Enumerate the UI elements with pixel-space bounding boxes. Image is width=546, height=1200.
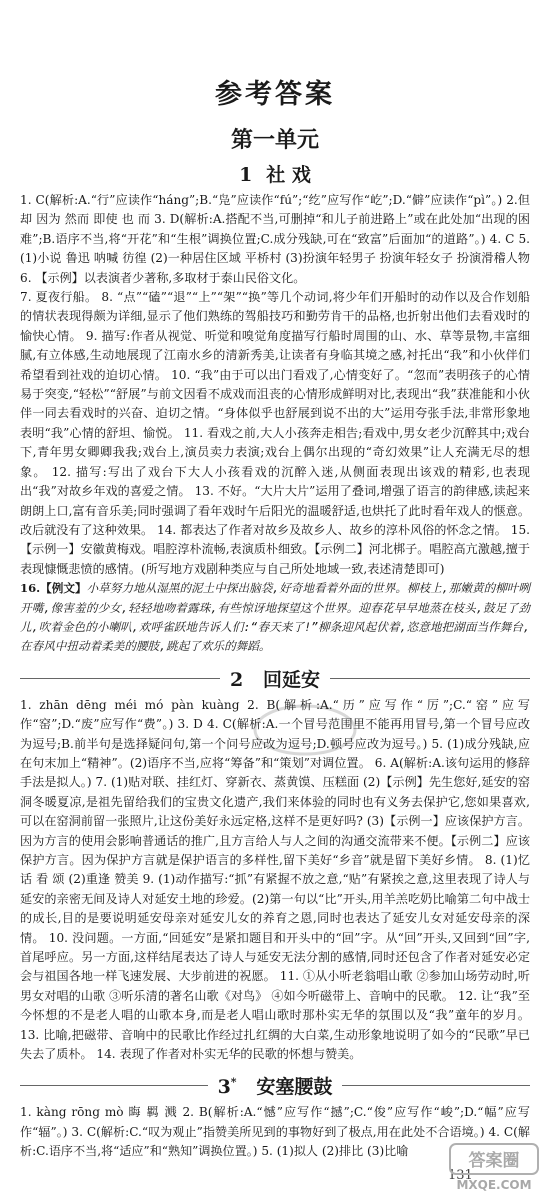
unit-title: 第一单元 [230, 127, 319, 153]
lesson-3-star: * [230, 1076, 237, 1090]
example-essay-tag: 16.【例文】 [20, 581, 87, 596]
lesson-2-number: 2 [229, 668, 244, 691]
lesson-2-heading [20, 665, 530, 692]
example-essay-16 [20, 579, 530, 657]
watermark-text: 答案圈 [468, 1151, 520, 1171]
page-number: 131 [448, 1168, 473, 1183]
lesson-2-answers: 1. zhān dēng méi mó pàn kuàng 2. B(解析:A.“历”应写作“厉”;C.“窑”应写作“窑”;D.“废”应写作“费”。) 3. D 4. C(解析:A.一个冒号范围里不能再用冒号,第一个冒号应改为逗号;B.前半句是选择疑问句,第一个问号应改为逗号;D.顿号应改为逗号。) 5. (1)成分残缺,应在句末加上“精神”。(2)语序不当,应将“筹备”和“策划”对调位置。 6. A(解析:A.该句运用的修辞手法是拟人。) 7. (1)贴对联、挂红灯、穿新衣、蒸黄馍、压糕面 (2)【示例】先生您好,延安的窑洞冬暖夏凉,是祖先留给我们的宝贵文化遗产,我们来体验的同时也有义务去保护它,您如果喜欢,可以在窑洞前留一张照片,让这份美好永远定格,这样不是更好吗? (3)【示例一】应该保护方言。因为方言的使用会影响普通话的推广,且方言给人与人之间的沟通交流带来不便。【示例二】应该保护方言。因为保护方言就是保护语言的多样性,留下美好“乡音”就是留下美好乡情。 8. (1)忆 话 看 颂 (2)重逢 赞美 9. (1)动作描写:“抓”有紧握不放之意,“贴”有紧挨之意,这里表现了诗人与延安的亲密无间及诗人对延安土地的珍爱。(2)第一句以“比”开头,用羊羔吃奶比喻第二句中战士的成长,目的是要说明延安母亲对延安儿女的养育之恩,同时也表达了延安儿女对延安母亲的深情。 10. 没问题。一方面,“回延安”是紧扣题目和开头中的“回”字。从“回”开头,又回到“回”字,首尾呼应。另一方面,这样结尾表达了诗人与延安无法分割的感情,同时还包含了作者对延安必定会与祖国各地一样飞速发展、大步前进的祝愿。 11. ①从小听老翁唱山歌 ②参加山场劳动时,听男女对唱的山歌 ③听乐清的著名山歌《对鸟》 ④如今听磁带上、音响中的民歌。 12. 让“我”至今怀想的不是老人唱的山歌本身,而是老人唱山歌时那朴实无华的氛围以及“我”童年的岁月。 13. 比喻,把磁带、音响中的民歌比作经过扎红绸的大白菜,生动形象地说明了如今的“民歌”早已失去了质朴。 14. 表现了作者对朴实无华的民歌的怀想与赞美。 [20, 697, 530, 1062]
faint-stamp-mark [250, 700, 360, 760]
example-essay-text: 小草努力地从湿黑的泥土中探出脑袋,好奇地看着外面的世界。柳枝上,那嫩黄的柳叶咧开嘴,像害羞的少女,轻轻地吻着露珠,有些惊讶地探望这个世界。迎春花早早地蒸在枝头,鼓足了劲儿,吹着金色的小喇叭,欢呼雀跃地告诉人们:“春天来了!”柳条迎风起伏着,恣意地把湖面当作舞台,在春风中扭动着柔美的腰肢,跳起了欢乐的舞蹈。 [20, 581, 530, 654]
lesson-1-number: 1 [239, 164, 253, 186]
lesson-1-answers-part2: 7. 夏夜行船。 8. “点”“磕”“退”“上”“架”“换”等几个动词,将少年们开船时的动作以及合作划船的情状表现得颇为详细,显示了他们熟练的驾船技巧和勤劳肯干的品格,也折射出他们去看戏时的愉快心情。 9. 描写:作者从视觉、听觉和嗅觉角度描写行船时周围的山、水、草等景物,丰富细腻,有立体感,生动地展现了江南水乡的清新秀美,让读者有身临其境之感,衬托出“我”和小伙伴们希望看到社戏的迫切心情。 10. “我”由于可以出门看戏了,心情变好了。“忽而”表明孩子的心情易于突变,“轻松”“舒展”与前文因看不成戏而沮丧的心情形成鲜明对比,表现出“我”获准能和小伙伴一同去看戏时的兴奋、迫切之情。“身体似乎也舒展到说不出的大”运用夸张手法,非常形象地表明“我”心情的舒坦、愉悦。 11. 看戏之前,大人小孩奔走相告;看戏中,男女老少沉醉其中;戏台下,青年男女卿卿我我;戏台上,演员卖力表演;戏台上偶尔出现的“奇幻效果”让人充满无尽的想象。 12. 描写:写出了戏台下大人小孩看戏的沉醉入迷,从侧面表现出该戏的精彩,也表现出“我”对故乡年戏的喜爱之情。 13. 不好。“大片大片”运用了叠词,增强了语言的韵律感,读起来朗朗上口,富有音乐美;同时强调了看年戏时午后阳光的温暖舒适,也烘托了此时看年戏人的惬意。改后就没有了这种效果。 14. 都表达了作者对故乡及故乡人、故乡的淳朴风俗的怀念之情。 15. 【示例一】安徽黄梅戏。唱腔淳朴流畅,表演质朴细致。【示例二】河北梆子。唱腔高亢激越,擅于表现慷慨悲愤的感情。(所写地方戏剧种类应与自己所处地域一致,表述清楚即可) [20, 290, 530, 576]
page-title: 参考答案 [215, 79, 335, 110]
lesson-3-number: 3 [217, 1076, 231, 1099]
lesson-3-heading [20, 1072, 530, 1099]
lesson-1-name: 社 戏 [266, 164, 311, 186]
lesson-2-name: 回延安 [263, 668, 321, 691]
lesson-3-name: 安塞腰鼓 [256, 1076, 333, 1099]
watermark-logo [448, 1142, 540, 1194]
lesson-1-heading [20, 160, 530, 187]
lesson-1-answers-part1: 1. C(解析:A.“行”应读作“háng”;B.“凫”应读作“fú”;“纥”应写作“屹”;D.“僻”应读作“pì”。) 2.但 却 因为 然而 即使 也 而 3. D(解析:A.搭配不当,可删掉“和儿子前进路上”或在此处加“出现的困难”;B.语序不当,将“开花”和“生根”调换位置;C.成分残缺,可在“致富”后面加“的道路”。) 4. C 5. (1)小说 鲁迅 呐喊 彷徨 (2)一种居住区域 平桥村 (3)扮演年轻男子 扮演年轻女子 扮演滑稽人物 6. 【示例】以表演者少著称,多取材于泰山民俗文化。 [20, 193, 530, 285]
lesson-3-answers: 1. kàng rōng mò 晦 羁 溅 2. B(解析:A.“憾”应写作“撼”;C.“俊”应写作“峻”;D.“幅”应写作“辐”。) 3. C(解析:C.“叹为观止”指赞美所见到的事物好到了极点,用在此处不合语境。) 4. C(解析:C.语序不当,将“适应”和“熟知”调换位置。) 5. (1)拟人 (2)排比 (3)比喻 [20, 1105, 530, 1159]
watermark-domain: MXQE.COM [456, 1178, 532, 1192]
